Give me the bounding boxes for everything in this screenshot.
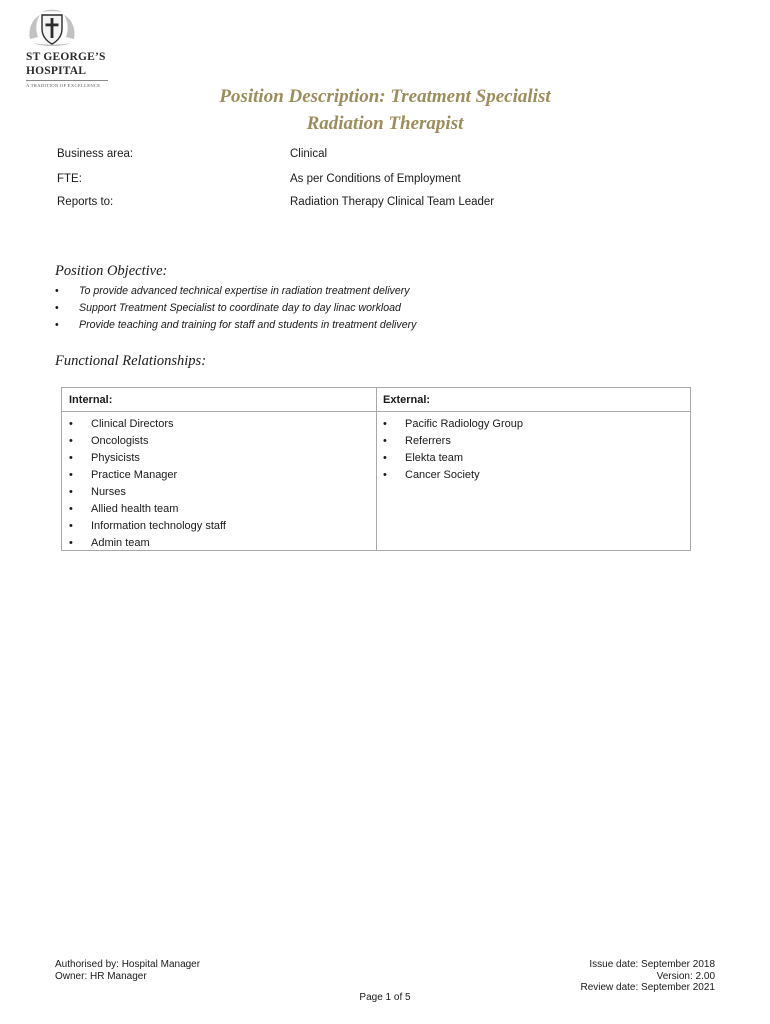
list-item: • Referrers [383, 433, 690, 450]
internal-header: Internal: [62, 388, 376, 412]
list-item: • Information technology staff [69, 518, 376, 535]
owner: Owner: HR Manager [55, 970, 147, 982]
objective-text: Provide teaching and training for staff and students in treatment delivery [79, 319, 417, 331]
logo-name-line1: ST GEORGE’S [26, 51, 106, 63]
bullet-icon: • [69, 469, 73, 481]
footer-right [580, 959, 715, 994]
footer-left [55, 959, 200, 982]
logo-name-line2: HOSPITAL [26, 65, 87, 77]
info-row-fte [57, 173, 461, 185]
bullet-icon: • [69, 418, 73, 430]
objective-text: To provide advanced technical expertise in radiation treatment delivery [79, 285, 410, 297]
info-value: As per Conditions of Employment [290, 173, 461, 185]
bullet-icon: • [69, 503, 73, 515]
list-item [55, 300, 416, 317]
bullet-icon: • [55, 302, 59, 314]
list-item: • Elekta team [383, 450, 690, 467]
bullet-icon: • [383, 469, 387, 481]
info-value: Clinical [290, 148, 328, 160]
document-subtitle: Radiation Therapist [306, 113, 464, 134]
list-item: • Practice Manager [69, 467, 376, 484]
external-header: External: [376, 388, 690, 412]
issue-date: Issue date: September 2018 [589, 959, 715, 970]
logo-divider [26, 80, 108, 81]
info-row-business-area [57, 148, 328, 160]
bullet-icon: • [55, 285, 59, 297]
list-item: • Admin team [69, 535, 376, 552]
bullet-icon: • [55, 319, 59, 331]
bullet-icon: • [383, 418, 387, 430]
internal-column [62, 388, 377, 550]
bullet-icon: • [383, 435, 387, 447]
list-item: • Nurses [69, 484, 376, 501]
page-number: Page 1 of 5 [359, 992, 411, 1003]
info-row-reports-to [57, 196, 495, 208]
list-item: • Allied health team [69, 501, 376, 518]
position-objective-heading: Position Objective: [55, 263, 168, 279]
list-item: • Oncologists [69, 433, 376, 450]
bullet-icon: • [69, 520, 73, 532]
document-title: Position Description: Treatment Specialist [219, 86, 551, 107]
objective-list [55, 283, 416, 334]
authorised-by: Authorised by: Hospital Manager [55, 959, 201, 970]
list-item [55, 283, 416, 300]
info-label: Business area: [57, 148, 134, 160]
list-item: • Physicists [69, 450, 376, 467]
functional-relationships-heading: Functional Relationships: [55, 353, 207, 369]
external-column [376, 388, 690, 550]
info-label: Reports to: [57, 196, 114, 208]
bullet-icon: • [69, 486, 73, 498]
bullet-icon: • [383, 452, 387, 464]
list-item [55, 317, 416, 334]
info-value: Radiation Therapy Clinical Team Leader [290, 196, 495, 208]
logo-tagline: A TRADITION OF EXCELLENCE [26, 83, 101, 88]
list-item: • Clinical Directors [69, 416, 376, 433]
hospital-logo [26, 9, 116, 88]
objective-text: Support Treatment Specialist to coordinate day to day linac workload [79, 302, 401, 314]
version: Version: 2.00 [656, 970, 715, 982]
info-label: FTE: [57, 173, 82, 185]
relationships-table [61, 387, 691, 551]
bullet-icon: • [69, 537, 73, 549]
bullet-icon: • [69, 435, 73, 447]
list-item: • Cancer Society [383, 467, 690, 484]
list-item: • Pacific Radiology Group [383, 416, 690, 433]
bullet-icon: • [69, 452, 73, 464]
crest-icon [26, 9, 78, 49]
review-date: Review date: September 2021 [580, 982, 715, 993]
